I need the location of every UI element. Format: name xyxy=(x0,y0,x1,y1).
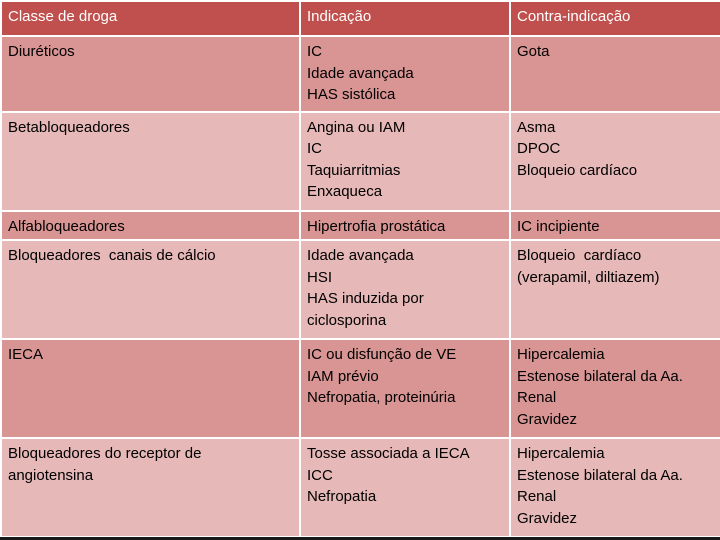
indication-cell xyxy=(300,211,510,241)
drug-class-cell xyxy=(1,211,300,241)
indication-line: HSI xyxy=(307,268,333,286)
contraindication-line: Asma xyxy=(517,118,556,136)
indication-cell xyxy=(300,36,510,112)
contraindication-line: Bloqueio cardíaco xyxy=(517,161,638,179)
indication-line: Idade avançada xyxy=(307,247,414,265)
drug-class-cell xyxy=(1,339,300,438)
indication-line: Angina ou IAM xyxy=(307,118,406,136)
indication-cell xyxy=(300,240,510,339)
table-row xyxy=(1,211,720,241)
contraindication-line: Bloqueio cardíaco xyxy=(517,247,642,265)
drug-class-text: Bloqueadores canais de cálcio xyxy=(8,247,216,265)
drug-class-cell xyxy=(1,36,300,112)
table-row xyxy=(1,240,720,339)
indication-line: ICC xyxy=(307,466,333,484)
drug-class-text: Alfabloqueadores xyxy=(8,217,125,235)
indication-line: IC ou disfunção de VE xyxy=(307,346,457,364)
contraindication-cell xyxy=(510,211,720,241)
drug-class-cell xyxy=(1,112,300,211)
contraindication-line: Estenose bilateral da Aa. xyxy=(517,466,683,484)
drug-class-cell xyxy=(1,240,300,339)
indication-line: ciclosporina xyxy=(307,311,387,329)
contraindication-line: Renal xyxy=(517,389,557,407)
contraindication-cell xyxy=(510,112,720,211)
indication-line: IAM prévio xyxy=(307,367,379,385)
indication-line: Hipertrofia prostática xyxy=(307,217,446,235)
indication-line: IC xyxy=(307,140,322,158)
header-drug-class: Classe de droga xyxy=(1,1,300,36)
drug-class-text: Bloqueadores do receptor de xyxy=(8,445,202,463)
indication-cell xyxy=(300,339,510,438)
contraindication-cell xyxy=(510,240,720,339)
indication-line: Enxaqueca xyxy=(307,183,383,201)
table-row xyxy=(1,112,720,211)
indication-line: Taquiarritmias xyxy=(307,161,401,179)
drug-class-text: Betabloqueadores xyxy=(8,118,130,136)
indication-line: HAS sistólica xyxy=(307,86,396,103)
table-row xyxy=(1,36,720,112)
contraindication-line: DPOC xyxy=(517,140,561,158)
indication-line: Nefropatia xyxy=(307,488,377,506)
indication-line: Nefropatia, proteinúria xyxy=(307,389,456,407)
drug-class-cell xyxy=(1,438,300,537)
indication-line: Idade avançada xyxy=(307,64,414,82)
table-row xyxy=(1,438,720,537)
drug-class-text: IECA xyxy=(8,346,44,364)
contraindication-line: Renal xyxy=(517,488,557,506)
indication-line: Tosse associada a IECA xyxy=(307,445,470,463)
header-contraindication: Contra-indicação xyxy=(510,1,720,36)
indication-cell xyxy=(300,438,510,537)
contraindication-cell xyxy=(510,36,720,112)
contraindication-line: (verapamil, diltiazem) xyxy=(517,268,660,286)
contraindication-cell xyxy=(510,339,720,438)
contraindication-line: Gravidez xyxy=(517,509,578,527)
contraindication-line: Estenose bilateral da Aa. xyxy=(517,367,683,385)
drug-class-text: angiotensina xyxy=(8,466,94,484)
contraindication-line: Hipercalemia xyxy=(517,346,605,364)
contraindication-line: Gota xyxy=(517,43,550,60)
contraindication-line: IC incipiente xyxy=(517,217,600,235)
drug-class-text: Diuréticos xyxy=(8,43,75,60)
indication-line: HAS induzida por xyxy=(307,290,424,308)
header-row xyxy=(1,1,720,36)
contraindication-line: Hipercalemia xyxy=(517,445,605,463)
indication-line: IC xyxy=(307,43,322,60)
table-row xyxy=(1,339,720,438)
indication-cell xyxy=(300,112,510,211)
contraindication-line: Gravidez xyxy=(517,410,578,428)
header-indication: Indicação xyxy=(300,1,510,36)
contraindication-cell xyxy=(510,438,720,537)
